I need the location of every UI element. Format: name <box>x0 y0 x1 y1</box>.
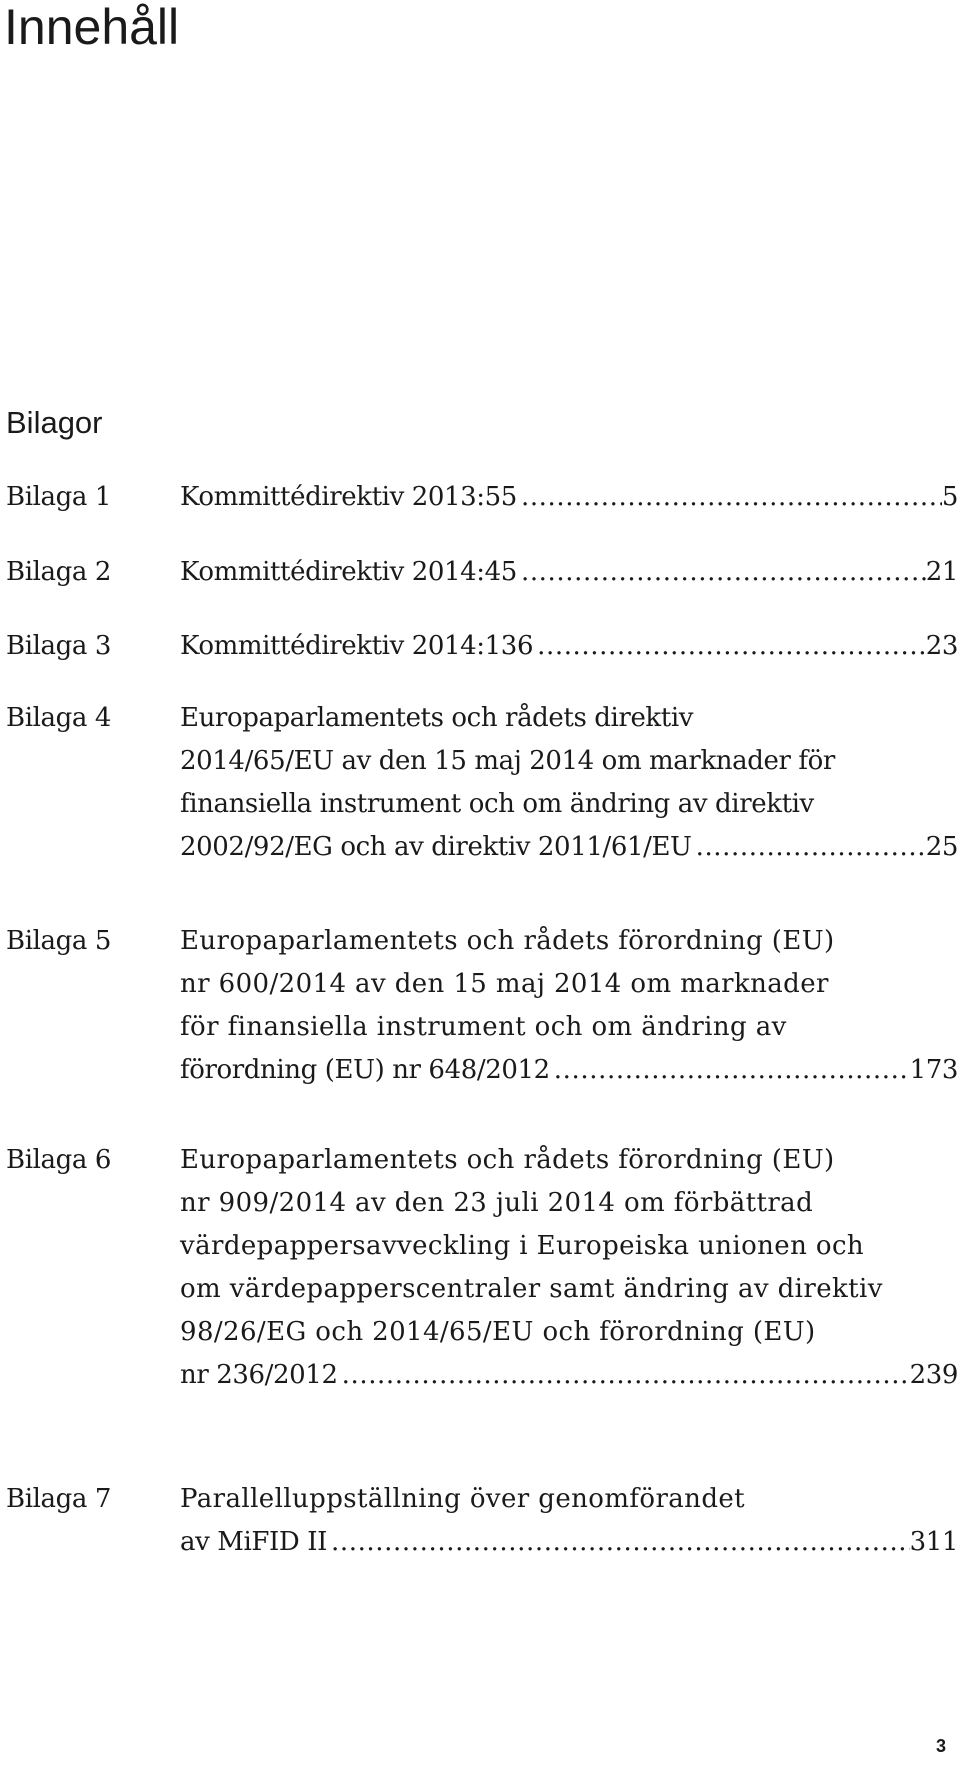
page-number: 25 <box>925 832 958 862</box>
entry-body <box>180 625 958 668</box>
entry-title-line: Parallelluppställning över genomförandet <box>180 1484 746 1514</box>
section-heading-bilagor: Bilagor <box>6 405 103 440</box>
entry-title-last-line: av MiFID II <box>180 1527 327 1557</box>
entry-title-line: finansiella instrument och om ändring av direktiv <box>180 789 814 819</box>
entry-body <box>180 1478 958 1564</box>
entry-body <box>180 551 958 594</box>
page-number: 5 <box>941 482 958 512</box>
entry-label: Bilaga 7 <box>6 1484 111 1514</box>
entry-leader-row <box>180 1049 958 1092</box>
entry-body <box>180 1139 958 1397</box>
entry-title-line: 2014/65/EU av den 15 maj 2014 om marknader för <box>180 746 835 776</box>
entry-title-line: nr 600/2014 av den 15 maj 2014 om marknader <box>180 969 829 999</box>
dot-leader <box>533 625 926 668</box>
entry-title-line: Europaparlamentets och rådets förordning (EU) <box>180 1145 835 1175</box>
entry-title-last-line: nr 236/2012 <box>180 1360 338 1390</box>
entry-label: Bilaga 2 <box>6 557 111 587</box>
entry-leader-row <box>180 551 958 594</box>
entry-label: Bilaga 1 <box>6 482 111 512</box>
entry-title: Kommittédirektiv 2014:136 <box>180 631 534 661</box>
page-number: 173 <box>909 1055 958 1085</box>
entry-body <box>180 920 958 1092</box>
entry-leader-row <box>180 625 958 668</box>
dot-leader <box>517 476 942 519</box>
entry-title-line: värdepappersavveckling i Europeiska unionen och <box>180 1231 865 1261</box>
entry-label: Bilaga 3 <box>6 631 111 661</box>
entry-title-last-line: 2002/92/EG och av direktiv 2011/61/EU <box>180 832 692 862</box>
entry-title-line: Europaparlamentets och rådets förordning (EU) <box>180 926 835 956</box>
entry-title-line: för finansiella instrument och om ändring av <box>180 1012 787 1042</box>
entry-label: Bilaga 5 <box>6 926 111 956</box>
entry-label: Bilaga 4 <box>6 703 111 733</box>
entry-leader-row <box>180 1521 958 1564</box>
entry-title-line: Europaparlamentets och rådets direktiv <box>180 703 694 733</box>
entry-body <box>180 697 958 869</box>
page-number: 311 <box>909 1527 958 1557</box>
dot-leader <box>338 1354 910 1397</box>
page-number: 21 <box>925 557 958 587</box>
dot-leader <box>517 551 926 594</box>
entry-label: Bilaga 6 <box>6 1145 111 1175</box>
entry-title: Kommittédirektiv 2013:55 <box>180 482 517 512</box>
entry-title-line: 98/26/EG och 2014/65/EU och förordning (EU) <box>180 1317 816 1347</box>
page-number: 239 <box>909 1360 958 1390</box>
entry-title-line: om värdepapperscentraler samt ändring av direktiv <box>180 1274 883 1304</box>
dot-leader <box>327 1521 910 1564</box>
dot-leader <box>692 826 926 869</box>
entry-body <box>180 476 958 519</box>
entry-title: Kommittédirektiv 2014:45 <box>180 557 517 587</box>
page-title: Innehåll <box>4 0 180 55</box>
page-folio-number: 3 <box>935 1736 946 1756</box>
entry-title-last-line: förordning (EU) nr 648/2012 <box>180 1055 550 1085</box>
page-number: 23 <box>925 631 958 661</box>
entry-title-line: nr 909/2014 av den 23 juli 2014 om förbättrad <box>180 1188 814 1218</box>
entry-leader-row <box>180 476 958 519</box>
entry-leader-row <box>180 1354 958 1397</box>
entry-leader-row <box>180 826 958 869</box>
dot-leader <box>550 1049 910 1092</box>
